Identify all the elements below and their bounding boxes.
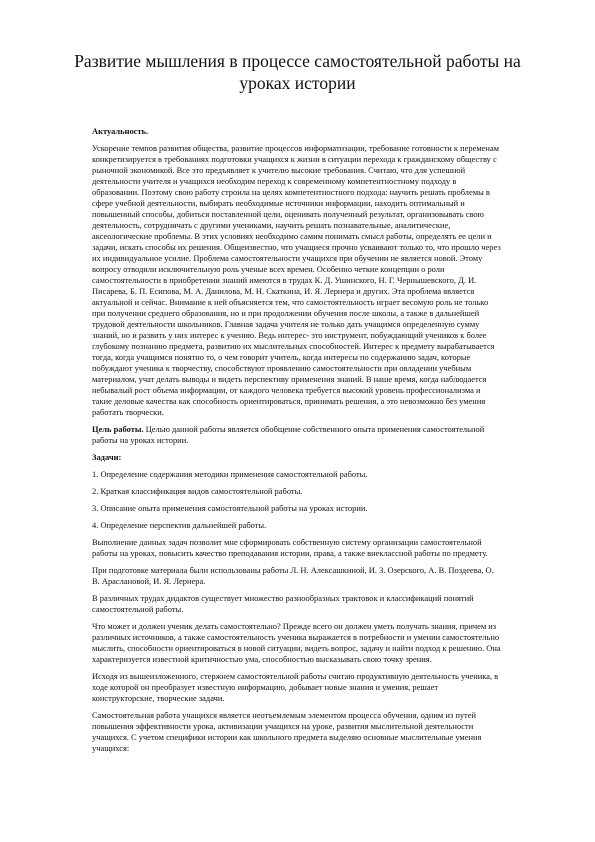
body-paragraph: Выполнение данных задач позволит мне сформировать собственную систему организации самостоятельной работы на уроках, повысить качество преподавания истории, права, а также внеклассной работы по предмету. bbox=[92, 537, 488, 558]
document-title: Развитие мышления в процессе самостоятельной работы на уроках истории bbox=[74, 51, 521, 93]
body-paragraph: Исходя из вышеизложенного, стержнем самостоятельной работы считаю продуктивную деятельность ученика, в ходе которой он преобразует известную информацию, добывает новые знания и умения, решает конструкторские, творческие задачи. bbox=[92, 671, 499, 703]
intro-paragraph: Ускорение темпов развития общества, развитие процессов информатизации, требование готовности к переменам конкретизируется в требованиях подготовки учащихся к жизни в ситуации перехода к гражданскому обществу с рыночной экономикой. Все это предъявляет к учителю высокие требования. Считаю, что для успешной деятельности учителя и учащихся необходим переход к современному компетентностному подходу в образовании. Поэтому свою работу строила на целях компетентностного подхода: научить решать проблемы в сфере учебной деятельности, выбирать необходимые источники информации, находить оптимальный и повышенный способы, добиться поставленной цели, оценивать полученный результат, организовывать свою деятельность, сотрудничать с другими учениками, научить решать познавательные, аналитические, аксеологические проблемы. В этих условиях необходимо самим понимать смысл работы, определять ее цели и задачи, искать способы их решения. Общеизвестно, что учащиеся прочно усваивают только то, что прошло через их индивидуальное усилие. Проблема самостоятельности учащихся при обучении не является новой. Этому вопросу отводили исключительную роль ученые всех времен. Особенно четкие концепции о роли самостоятельности в приобретении знаний имеются в трудах К. Д. Ушинского, Н. Г. Чернышевского, Д. И. Писарева, Б. П. Есипова, М. А. Данилова, М. Н. Скаткина, И. Я. Лернера и других. Эта проблема является актуальной и сейчас. Внимание к ней объясняется тем, что самостоятельность играет весомую роль не только при получении среднего образования, но и при продолжении обучения после школы, а также в дальнейшей трудовой деятельности школьников. Главная задача учителя не только дать учащимся определенную сумму знаний, но и развить у них интерес к учению. Ведь интерес- это инструмент, побуждающий учеников к более глубокому познанию предмета, развитию их мыслительных способностей. Интерес к предмету вырабатывается тогда, когда учащимся понятно то, о чем говорит учитель, когда интересы по содержанию задач, которые побуждают ученика к творчеству, способствуют проявлению самостоятельности при овладении учебным материалом, учат делать выводы и видеть перспективу применения знаний. В наше время, когда наблюдается небывалый рост объема информации, от каждого человека требуется высокий уровень профессионализма и такие деловые качества как способность ориентироваться, принимать решения, а это невозможно без умения работать творчески. bbox=[92, 143, 501, 417]
task-item: 3. Описание опыта применения самостоятельной работы на уроках истории. bbox=[92, 503, 368, 513]
goal-text: Целью данной работы является обобщение собственного опыта применения самостоятельной работы на уроках истории. bbox=[92, 424, 485, 445]
document-body bbox=[92, 126, 502, 760]
body-paragraph: Самостоятельная работа учащихся является неотъемлемым элементом процесса обучения, одним из путей повышения эффективности урока, активизации учащихся на уроке, развития мыслительной деятельности учащихся. С учетом специфики истории как школьного предмета выделяю основные мыслительные умения учащихся: bbox=[92, 710, 482, 753]
body-paragraph: При подготовке материала были использованы работы Л. Н. Алексашкиной, И. З. Озерского, А. В. Поздеева, О. В. Араслановой, И. Я. Лернера. bbox=[92, 565, 494, 586]
task-item: 4. Определение перспектив дальнейшей работы. bbox=[92, 520, 267, 530]
tasks-heading: Задачи: bbox=[92, 452, 122, 462]
body-paragraph: Что может и должен ученик делать самостоятельно? Прежде всего он должен уметь получать знания, причем из различных источников, а также самостоятельность ученика выражается в потребности и умении самостоятельно мыслить, способности ориентироваться в новой ситуации, видеть вопрос, задачу и найти подход к решению. Она характеризуется известной критичностью ума, способностью высказывать свою точку зрения. bbox=[92, 621, 501, 664]
section-heading-relevance: Актуальность. bbox=[92, 126, 149, 136]
task-item: 2. Краткая классификация видов самостоятельной работы. bbox=[92, 486, 303, 496]
task-item: 1. Определение содержания методики применения самостоятельной работы. bbox=[92, 469, 368, 479]
body-paragraph: В различных трудах дидактов существует множество разнообразных трактовок и классификаций понятий самостоятельной работы. bbox=[92, 593, 474, 614]
goal-label: Цель работы. bbox=[92, 424, 144, 434]
goal-paragraph bbox=[92, 424, 502, 446]
